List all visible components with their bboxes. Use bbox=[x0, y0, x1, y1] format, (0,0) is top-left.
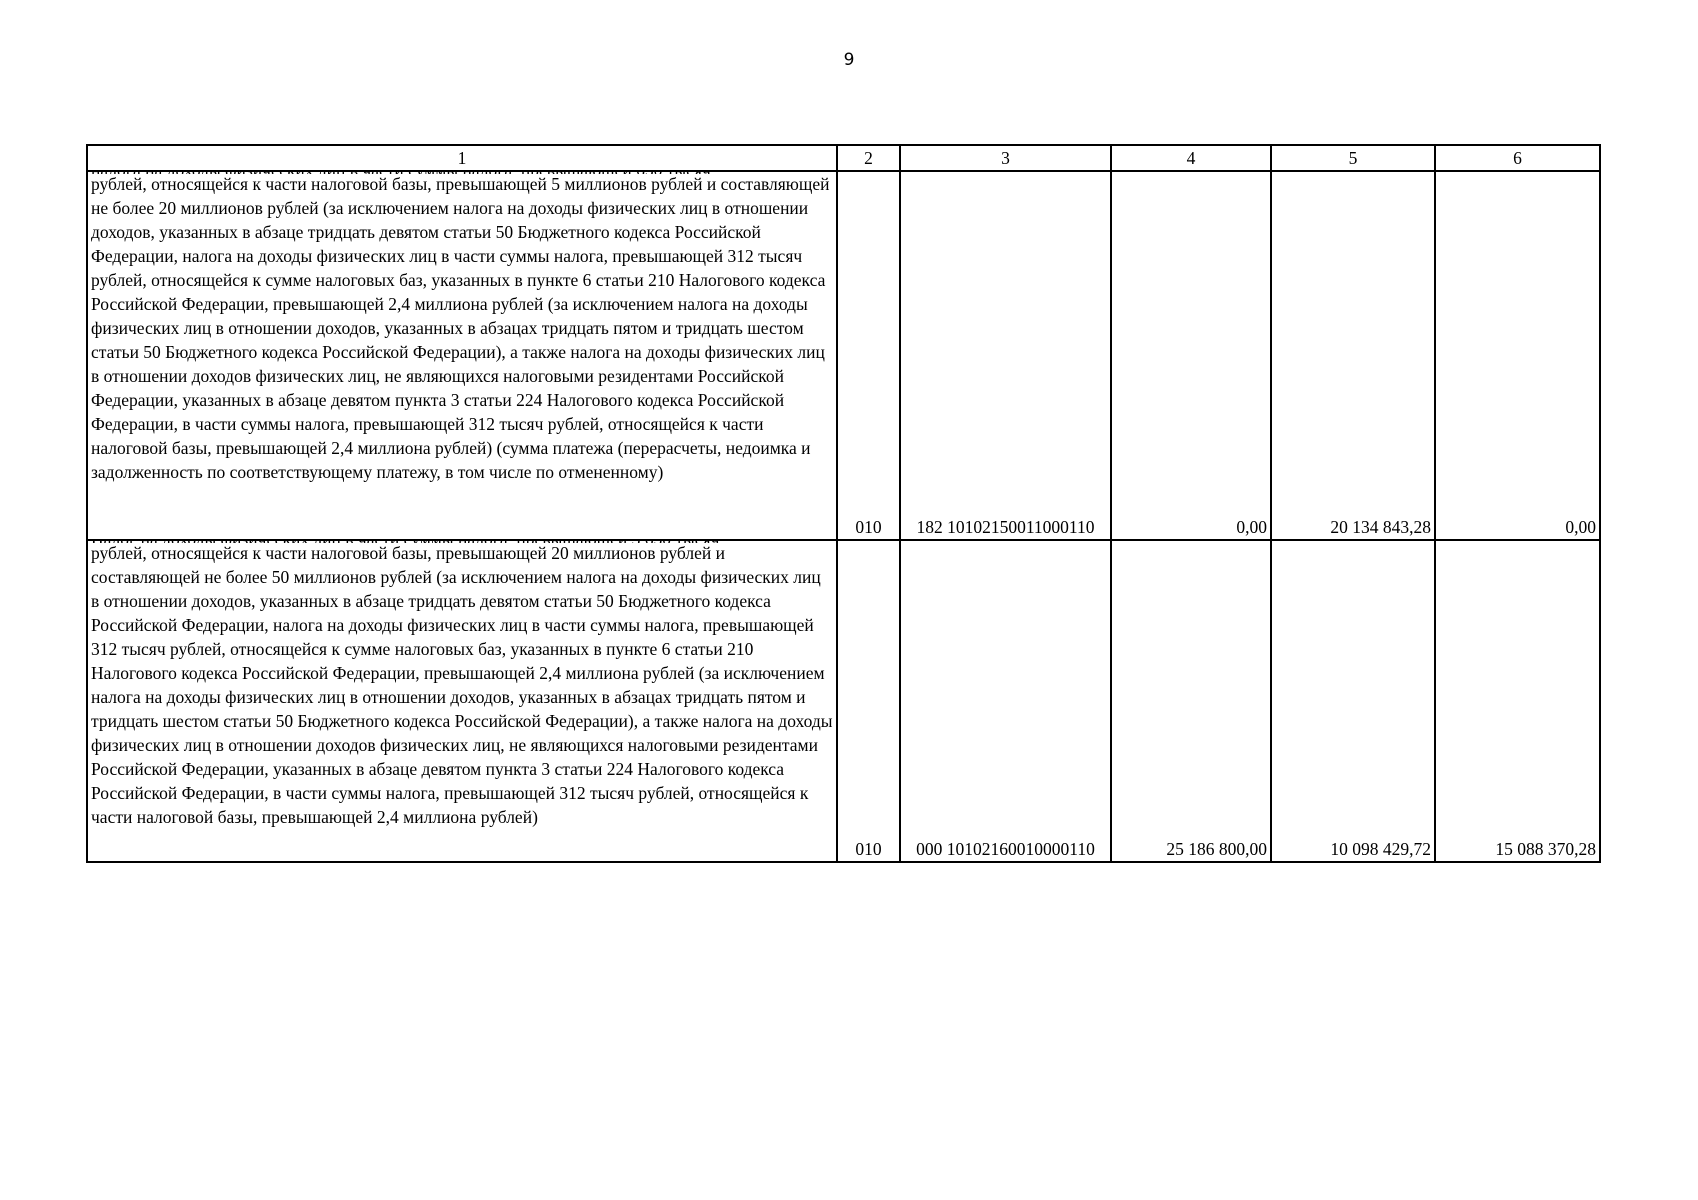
table-row bbox=[87, 540, 1600, 862]
row-col5-value: 10 098 429,72 bbox=[1271, 540, 1435, 862]
row-col5-value: 20 134 843,28 bbox=[1271, 171, 1435, 540]
header-col-1: 1 bbox=[87, 145, 837, 171]
page-number: 9 bbox=[843, 50, 855, 70]
header-col-6: 6 bbox=[1435, 145, 1600, 171]
header-row bbox=[87, 145, 1600, 171]
report-table bbox=[86, 144, 1601, 863]
row-description-text: рублей, относящейся к части налоговой базы, превышающей 5 миллионов рублей и составляющей не более 20 миллионов рублей (за исключением налога на доходы физических лиц в отношении доходов, указанных в абзаце тридцать девятом статьи 50 Бюджетного кодекса Российской Федерации, налога на доходы физических лиц в части суммы налога, превышающей 312 тысяч рублей, относящейся к сумме налоговых баз, указанных в пункте 6 статьи 210 Налогового кодекса Российской Федерации, превышающей 2,4 миллиона рублей (за исключением налога на доходы физических лиц в отношении доходов, указанных в абзацах тридцать пятом и тридцать шестом статьи 50 Бюджетного кодекса Российской Федерации), а также налога на доходы физических лиц в отношении доходов физических лиц, не являющихся налоговыми резидентами Российской Федерации, указанных в абзаце девятом пункта 3 статьи 224 Налогового кодекса Российской Федерации, в части суммы налога, превышающей 312 тысяч рублей, относящейся к части налоговой базы, превышающей 2,4 миллиона рублей) (сумма платежа (перерасчеты, недоимка и задолженность по соответствующему платежу, в том числе по отмененному) bbox=[91, 174, 830, 482]
row-col4-value: 25 186 800,00 bbox=[1111, 540, 1271, 862]
row-description-text: рублей, относящейся к части налоговой базы, превышающей 20 миллионов рублей и составляющей не более 50 миллионов рублей (за исключением налога на доходы физических лиц в отношении доходов, указанных в абзаце тридцать девятом статьи 50 Бюджетного кодекса Российской Федерации, налога на доходы физических лиц в части суммы налога, превышающей 312 тысяч рублей, относящейся к сумме налоговых баз, указанных в пункте 6 статьи 210 Налогового кодекса Российской Федерации, превышающей 2,4 миллиона рублей (за исключением налога на доходы физических лиц в отношении доходов, указанных в абзацах тридцать пятом и тридцать шестом статьи 50 Бюджетного кодекса Российской Федерации), а также налога на доходы физических лиц в отношении доходов физических лиц, не являющихся налоговыми резидентами Российской Федерации, указанных в абзаце девятом пункта 3 статьи 224 Налогового кодекса Российской Федерации, в части суммы налога, превышающей 312 тысяч рублей, относящейся к части налоговой базы, превышающей 2,4 миллиона рублей) bbox=[91, 543, 833, 827]
row-cutoff-text bbox=[91, 171, 711, 174]
row-col4-value: 0,00 bbox=[1111, 171, 1271, 540]
header-col-3: 3 bbox=[900, 145, 1111, 171]
header-col-4: 4 bbox=[1111, 145, 1271, 171]
row-cutoff-text bbox=[91, 540, 719, 543]
row-col6-value: 0,00 bbox=[1435, 171, 1600, 540]
row-col6-value: 15 088 370,28 bbox=[1435, 540, 1600, 862]
row-budget-code: 182 10102150011000110 bbox=[900, 171, 1111, 540]
table-row bbox=[87, 171, 1600, 540]
row-description bbox=[87, 540, 837, 862]
row-description bbox=[87, 171, 837, 540]
row-line-code: 010 bbox=[837, 171, 900, 540]
row-line-code: 010 bbox=[837, 540, 900, 862]
row-budget-code: 000 10102160010000110 bbox=[900, 540, 1111, 862]
header-col-2: 2 bbox=[837, 145, 900, 171]
header-col-5: 5 bbox=[1271, 145, 1435, 171]
